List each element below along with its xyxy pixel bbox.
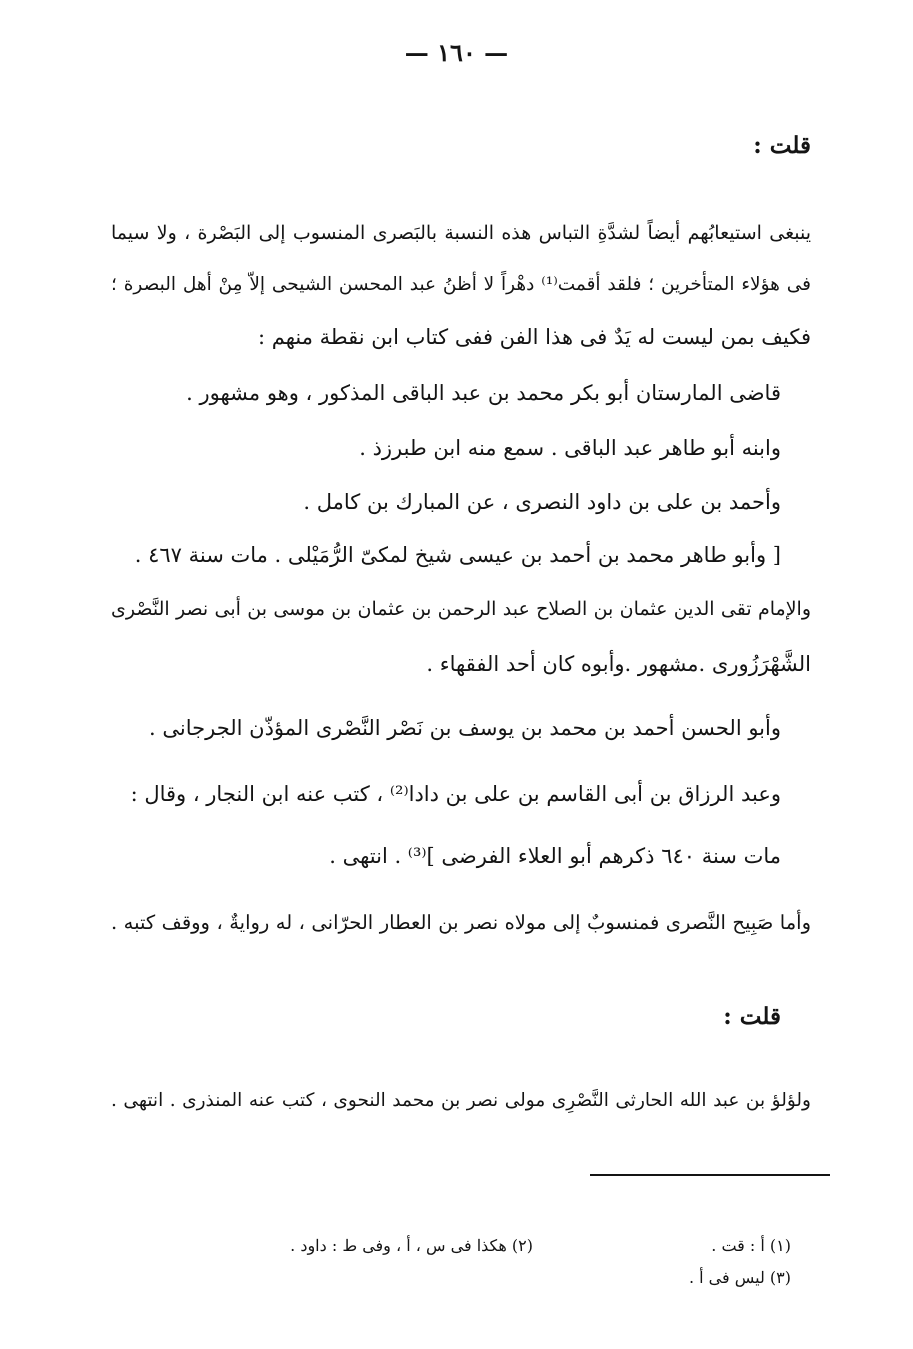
footnote-2: (٢) هكذا فى س ، أ ، وفى ط : داود . [290, 1236, 533, 1255]
entry-abu-al-hasan: وأبو الحسن أحمد بن محمد بن يوسف بن نَصْر النَّصْرى المؤذّن الجرجانى . [149, 716, 781, 740]
page-number: — ١٦٠ — [404, 38, 509, 67]
entry-abu-tahir-muhammad: [ وأبو طاهر محمد بن أحمد بن عيسى شيخ لمكىّ الرُّمَيْلى . مات سنة ٤٦٧ . [134, 543, 781, 567]
entry-subayh: وأما صَبِيح النَّصرى فمنسوبٌ إلى مولاه نصر بن العطار الحرّانى ، له روايةٌ ، ووقف كتبه . [111, 911, 811, 934]
heading-qult: قلت : [753, 132, 811, 159]
entry-imam-line-2: الشَّهْرَزُورى .مشهور .وأبوه كان أحد الفقهاء . [426, 652, 811, 676]
heading-qult-2: قلت : [723, 1003, 781, 1030]
entry-imam-line-1: والإمام تقى الدين عثمان بن الصلاح عبد الرحمن بن عثمان بن موسى بن أبى نصر النَّصْرى [111, 598, 811, 620]
entry-abd-al-razzaq-line-1: وعبد الرزاق بن أبى القاسم بن على بن دادا⁽²⁾ ، كتب عنه ابن النجار ، وقال : [130, 782, 781, 806]
entry-qadi-maristan: قاضى المارستان أبو بكر محمد بن عبد الباقى المذكور ، وهو مشهور . [186, 381, 781, 405]
footnote-separator [590, 1174, 830, 1176]
paragraph-line-1: ينبغى استيعابُهم أيضاً لشدَّةِ التباس هذه النسبة بالبَصرى المنسوب إلى البَصْرة ، ولا سيما [111, 222, 811, 244]
entry-lulu: ولؤلؤ بن عبد الله الحارثى النَّصْرِى مولى نصر بن محمد النحوى ، كتب عنه المنذرى . انتهى . [111, 1090, 811, 1111]
paragraph-line-2: فى هؤلاء المتأخرين ؛ فلقد أقمت⁽¹⁾ دهْراً لا أظنُ عبد المحسن الشيحى إلاّ مِنْ أهل البصرة ؛ [111, 274, 811, 295]
entry-abu-tahir: وابنه أبو طاهر عبد الباقى . سمع منه ابن طبرزذ . [359, 436, 781, 460]
entry-abd-al-razzaq-line-2: مات سنة ٦٤٠ ذكرهم أبو العلاء الفرضى ]⁽³⁾ . انتهى . [329, 844, 781, 868]
footnote-3: (٣) ليس فى أ . [688, 1268, 791, 1287]
footnote-1: (١) أ : قت . [711, 1236, 791, 1255]
entry-ahmad-ibn-ali: وأحمد بن على بن داود النصرى ، عن المبارك بن كامل . [303, 490, 781, 514]
paragraph-line-3: فكيف بمن ليست له يَدٌ فى هذا الفن ففى كتاب ابن نقطة منهم : [258, 325, 811, 349]
